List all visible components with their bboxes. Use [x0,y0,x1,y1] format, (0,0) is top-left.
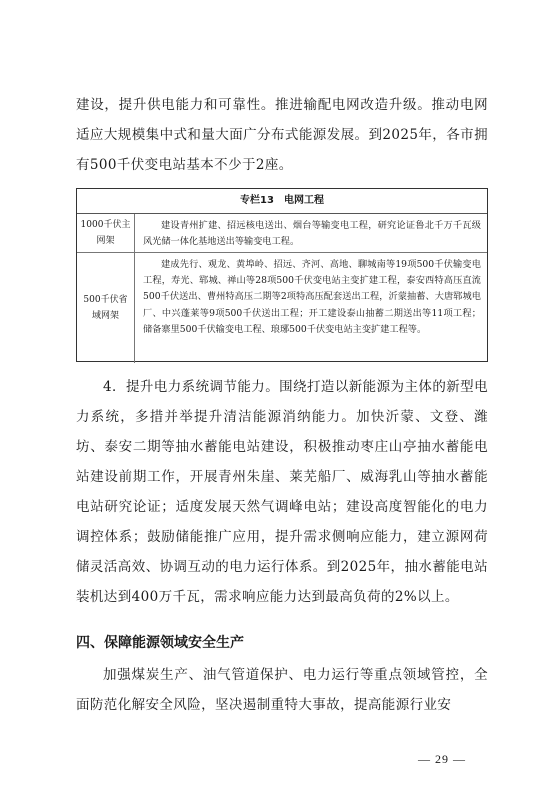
column-box-title: 专栏13 电网工程 [77,189,487,214]
row-label-1000kv: 1000千伏主网架 [77,214,135,252]
paragraph-safety: 加强煤炭生产、油气管道保护、电力运行等重点领域管控，全面防范化解安全风险，坚决遏制重特大事故，提高能源行业安 [76,667,488,713]
paragraph-grid-construction: 建设，提升供电能力和可靠性。推进输配电网改造升级。推动电网适应大规模集中式和量大面广分布式能源发展。到2025年，各市拥有500千伏变电站基本不少于2座。 [76,97,488,173]
page-number: — 29 — [418,752,466,766]
table-row [77,214,487,253]
table-row [77,253,487,363]
column-box-grid-projects [76,188,488,362]
row-label-500kv: 500千伏省域网架 [77,253,135,363]
paragraph-regulation-capacity: 4．提升电力系统调节能力。围绕打造以新能源为主体的新型电力系统，多措并举提升清洁能源消纳能力。加快沂蒙、文登、潍坊、泰安二期等抽水蓄能电站建设，积极推动枣庄山亭抽水蓄能电站建设前期工作，开展青州朱崖、莱芜船厂、威海乳山等抽水蓄能电站研究论证；适度发展天然气调峰电站；建设高度智能化的电力调控体系；鼓励储能推广应用，提升需求侧响应能力，建立源网荷储灵活高效、协调互动的电力运行体系。到2025年，抽水蓄能电站装机达到400万千瓦，需求响应能力达到最高负荷的2%以上。 [76,379,488,605]
row-text-1000kv: 建设青州扩建、招远核电送出、烟台等输变电工程，研究论证鲁北千万千瓦级风光储一体化基地送出等输变电工程。 [143,220,481,248]
row-text-500kv: 建成先行、观龙、黄埠岭、招远、齐河、高地、聊城南等19项500千伏输变电工程，寿光、郓城、禅山等28项500千伏变电站主变扩建工程，泰安西特高压直流500千伏送出、曹州特高压二期等2项特高压配套送出工程，沂蒙抽蓄、大唐郓城电厂、中兴蓬莱等9项500千伏送出工程；开工建设泰山抽蓄二期送出等11项工程；储备寨里500千伏输变电工程、琅琊500千伏变电站主变扩建工程等。 [143,259,481,335]
section-heading: 四、保障能源领域安全生产 [76,635,244,651]
